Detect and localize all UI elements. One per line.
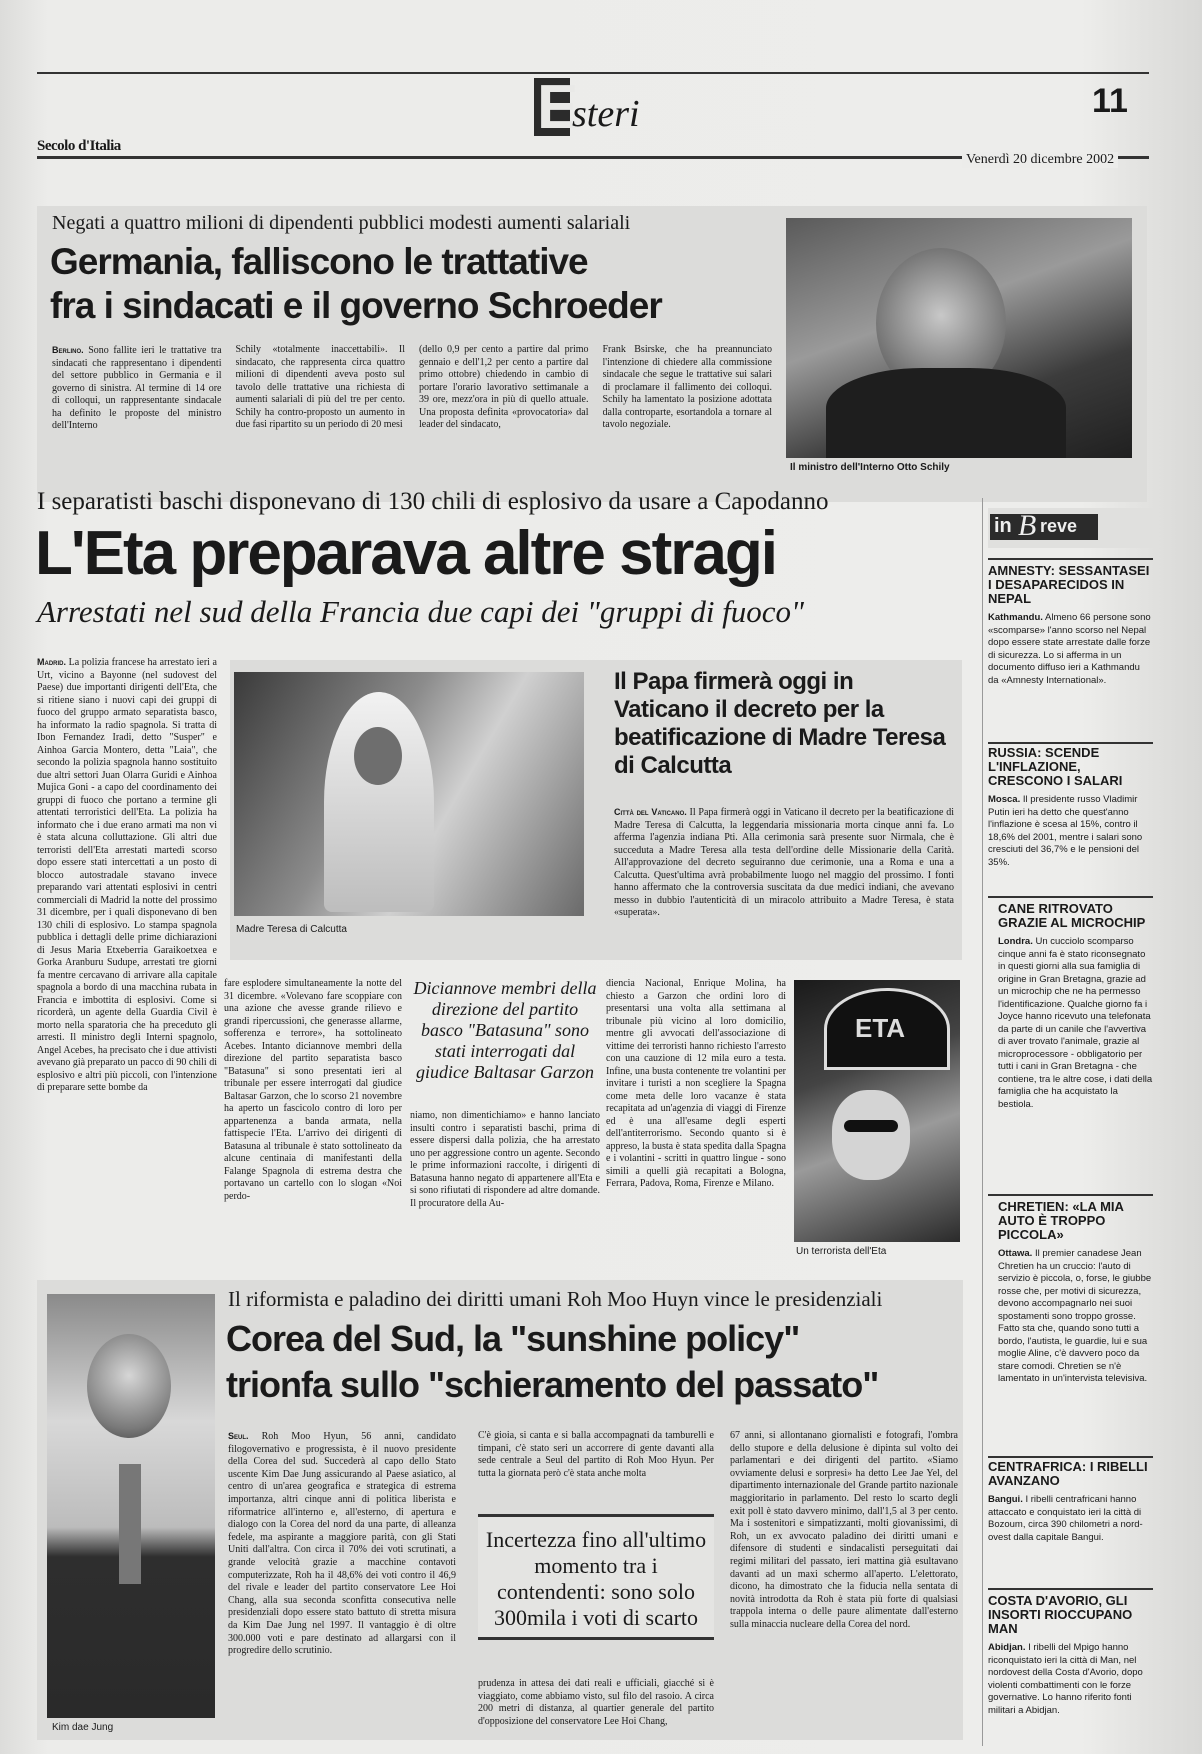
teresa-photo: [234, 672, 584, 916]
korea-dateline: Seul.: [228, 1431, 249, 1441]
eta-col-3: niamo, non dimentichiamo» e hanno lanciato insulti contro i separatisti baschi, prima di essere dispersi dalla polizia, che ha arrestato uno per aggressione contro un agente. Secondo le prime informazioni raccolte, i dirigenti di Batasuna hanno negato di appartenere all'Eta e si sono rifiutati di rispondere ad altre domande. Il procuratore della Au-: [410, 1110, 600, 1209]
brief-title: CHRETIEN: «LA MIA AUTO È TROPPO PICCOLA»: [998, 1200, 1124, 1242]
teresa-dateline: Città del Vaticano.: [614, 807, 687, 817]
brief-text: Un cucciolo scomparso cinque anni fa è stato riconsegnato in questi giorni alla sua famiglia di origine in Gran Bretagna, grazie ad un microchip che ne ha permesso l'identificazione. Qualche giorno fa i Joyce hanno ricevuto una telefonata da parte di un canile che l'avvertiva di aver trovato l'animale, grazie al microprocessore - obbligatorio per tutti i cani in Gran Bretagna - che contiene, tra le altre cose, i dati della famiglia che ha acquistato la bestiola.: [998, 936, 1153, 1110]
briefs-header-in: in: [994, 515, 1012, 537]
brief-separator: [988, 742, 1153, 744]
germany-col-4: Frank Bsirske, che ha preannunciato l'intenzione di chiedere alla commissione sindacale che segue le trattative sui salari di proclamare il fallimento dei colloqui. Schily ha lamentato la posizione adottata dalla controparte, esortandola a tornare al tavolo negoziale.: [602, 344, 772, 430]
brief-dateline: Kathmandu.: [988, 612, 1043, 623]
eta-poster-shape: [824, 988, 950, 1070]
korea-headline: [226, 1316, 961, 1408]
brief-dateline: Bangui.: [988, 1494, 1023, 1505]
top-rule: [37, 72, 1149, 74]
brief-dateline: Abidjan.: [988, 1642, 1026, 1653]
korea-headline-line1: Corea del Sud, la "sunshine policy": [226, 1318, 800, 1359]
eta-dateline: Madrid.: [37, 657, 66, 667]
terrorist-caption: Un terrorista dell'Eta: [796, 1246, 887, 1257]
brief-item: [988, 1460, 1153, 1586]
korea-col-2-top: C'è gioia, si canta e si balla accompagnati da tamburelli e timpani, c'è stato seri un accorrere di gente davanti alla sede centrale a Seul del partito di Roh Moo Hyun. Per tutta la giornata però c'è stata anche molta: [478, 1430, 714, 1479]
germany-headline-line2: fra i sindacati e il governo Schroeder: [50, 285, 662, 326]
brief-title: CENTRAFRICA: I RIBELLI AVANZANO: [988, 1460, 1148, 1488]
brief-item: [988, 1594, 1153, 1744]
brief-text: Il premier canadese Jean Chretien ha un cruccio: l'auto di servizio è piccola, o, forse, le giubbe rosse che, per motivi di sicurezza, devono accompagnarlo nei suoi spostamenti sono troppo grosse. Fatto sta che, quando sono tutti a bordo, l'autista, le guardie, lui e sua moglie Aline, c'è davvero poco da stare comodi. Chretien se n'è lamentato in un'intervista televisiva.: [998, 1248, 1152, 1384]
brief-title: AMNESTY: SESSANTASEI I DESAPARECIDOS IN NEPAL: [988, 564, 1150, 606]
germany-headline: [50, 240, 662, 328]
brief-dateline: Ottawa.: [998, 1248, 1033, 1259]
briefs-header-rest: reve: [1040, 516, 1078, 536]
schily-photo: [786, 218, 1132, 458]
brief-title: RUSSIA: SCENDE L'INFLAZIONE, CRESCONO I SALARI: [988, 746, 1123, 788]
eta-col1-text: La polizia francese ha arrestato ieri a Urt, vicino a Bayonne (nel sudovest del Paese) due importanti dirigenti dell'Eta, che si ritiene siano i nuovi capi dei gruppi di fuoco del gruppo armato separatista basco, ha informato la radio spagnola. Si tratta di Ibon Fernandez Iradi, detto "Susper" e Ainhoa Garcia Montero, detta "Laia", che secondo la polizia spagnola hanno sostituito due altri settori Juan Olarra Guridi e Ainhoa Mujica Goni - a capo del coordinamento dei gruppi di fuoco che portano a termine gli attentati terroristici dell'Eta. La polizia ha informato che i due erano armati ma non vi è stata alcuna colluttazione. Gli altri due terroristi dell'Eta arrestati martedì scorso dopo essere stati intercettati a un posto di blocco autostradale stavano invece preparando vari attentati esplosivi in centri commerciali di Madrid la notte del prossimo 31 dicembre, per i quali disponevano di ben 130 chili di esplosivo. Lo stampa spagnola pubblica i dettagli delle prime dichiarazioni di Jesus Maria Etxeberria Garaikoetxea e Gorka Aranburu Sudupe, arrestati tre giorni fa mentre cercavano di arrivare alla capitale spagnola a bordo di una macchina rubata in Francia e imbottita di esplosivi. Come si ricorderà, un agente della Guardia Civil è morto nella sparatoria che ha preceduto gli arresti. Il ministro degli Interni spagnolo, Angel Acebes, ha precisato che i due attivisti avevano già preparato un pacco di 90 chili di esplosivo e altri più piccoli, con l'intenzione di preparare sette bombe da: [37, 657, 217, 1093]
germany-dateline: Berlino.: [52, 345, 84, 355]
teresa-caption: Madre Teresa di Calcutta: [236, 924, 347, 935]
germany-headline-line1: Germania, falliscono le trattative: [50, 241, 588, 282]
eta-poster-text: ETA: [855, 1013, 906, 1043]
eta-pull-quote: Diciannove membri della direzione del partito basco "Batasuna" sono stati interrogati dal giudice Baltasar Garzon: [413, 978, 597, 1082]
eta-kicker: I separatisti baschi disponevano di 130 chili di esplosivo da usare a Capodanno: [37, 488, 829, 515]
brief-title: COSTA D'AVORIO, GLI INSORTI RIOCCUPANO MAN: [988, 1594, 1133, 1636]
kim-face-shape: [87, 1334, 171, 1438]
germany-col1-text: Sono fallite ieri le trattative tra sindacati che rappresentano i dipendenti del settore pubblico in Germania e il governo di sinistra. Al termine di 14 ore di colloqui, un rappresentante sindacale ha definito le proposte del ministro dell'Interno: [52, 345, 222, 431]
briefs-header-b: B: [1018, 509, 1037, 542]
brief-separator: [988, 558, 1153, 560]
brief-text: I ribelli del Mpigo hanno riconquistato ieri la città di Man, nel nordovest della Costa d'Avorio, dopo violenti combattimenti con le forze governative. Lo hanno riferito fonti militari a Abidjan.: [988, 1642, 1143, 1716]
eta-col-1: [37, 656, 217, 1258]
germany-body: [52, 344, 772, 482]
eta-headline: L'Eta preparava altre stragi: [35, 519, 776, 588]
kim-tie-shape: [119, 1464, 141, 1584]
kim-dae-jung-photo: [47, 1294, 215, 1718]
kim-caption: Kim dae Jung: [52, 1722, 114, 1733]
korea-col-3: 67 anni, si allontanano giornalisti e fotografi, l'ombra dello stupore e della delusione è dipinta sul volto dei parlamentari e dei dirigenti del partito. «Siamo ovviamente delusi e sorpresi» ha detto Lee Jae Yel, del dipartimento internazionale del Grande partito nazionale maggioritario in parlamento. Del resto lo scarto degli exit poll è stato davvero minimo, dall'1,5 al 3 per cento. Ma i sostenitori e simpatizzanti, molti giovanissimi, di Roh, un ex avvocato paladino dei diritti umani e difensore di studenti e sindacalisti perseguitati dai regimi militari del passato, ieri mattina già esultavano davanti ad un maxi schermo all'aperto. L'elettorato, dicono, ha dimostrato che la fiducia nella sentata di novità introdotta da Roh è stata più forte di qualsiasi trappola interna o delle paure alimentate dall'esterno sulla minaccia nucleare della Corea del nord.: [730, 1430, 958, 1630]
teresa-body: [614, 806, 954, 956]
brief-dateline: Mosca.: [988, 794, 1021, 805]
section-initial: E: [537, 73, 579, 142]
sunglasses-shape: [844, 1120, 898, 1132]
korea-headline-line2: trionfa sullo "schieramento del passato": [226, 1364, 879, 1405]
brief-item: [988, 564, 1153, 742]
paper-name: Secolo d'Italia: [37, 138, 121, 154]
brief-separator: [988, 1588, 1153, 1590]
page-number: 11: [1092, 82, 1128, 120]
issue-date: Venerdì 20 dicembre 2002: [962, 152, 1118, 168]
germany-col-2: Schily «totalmente inaccettabili». Il sindacato, che rappresenta circa quattro milioni di dipendenti aveva posto sul tavolo delle trattative una richiesta di aumenti salariali di più del tre per cento. Schily ha contro-proposto un aumento in due fasi ripartito su un periodo di 20 mesi: [235, 344, 405, 430]
germany-kicker: Negati a quattro milioni di dipendenti pubblici modesti aumenti salariali: [52, 212, 631, 234]
brief-separator: [988, 896, 1153, 898]
teresa-face-shape: [354, 727, 402, 785]
terrorist-photo: [794, 980, 960, 1242]
brief-separator: [988, 1456, 1153, 1458]
brief-item: [988, 1200, 1153, 1454]
brief-separator: [988, 1194, 1153, 1196]
germany-col-1: [52, 344, 222, 482]
brief-text: I ribelli centrafricani hanno attaccato e conquistato ieri la città di Bozoum, circa 390 chilometri a nord-ovest dalla capitale Bangui.: [988, 1494, 1143, 1543]
brief-dateline: Londra.: [998, 936, 1033, 947]
section-title: steri: [572, 93, 640, 135]
hooded-figure-shape: [832, 1090, 910, 1180]
portrait-suit-shape: [826, 368, 1066, 458]
korea-col-1: [228, 1430, 456, 1730]
korea-kicker: Il riformista e paladino dei diritti umani Roh Moo Huyn vince le presidenziali: [228, 1287, 883, 1311]
brief-item: [988, 746, 1153, 894]
korea-col1-text: Roh Moo Hyun, 56 anni, candidato filogovernativo e progressista, è il nuovo presidente della Corea del sud. Succederà al capo dello Stato uscente Kim Dae Jung assicurando al Paese asiatico, al centro di un'area geografica e strategica di estrema importanza, altri cinque anni di politica liberista e riformatrice all'interno e, all'esterno, di apertura e dialogo con la Corea del nord da una parte, di alleanza fedele, ma aspirante a maggiore parità, con gli Stati Uniti dall'altra. Con circa il 70% dei voti scrutinati, a grande velocità grazie a macchine contavoti computerizzate, Roh ha il 48,6% dei voti contro il 46,9 del rivale e leader del partito conservatore Lee Hoi Chang, alla sua seconda sconfitta consecutiva nelle presidenziali dopo essere stato battuto di stretta misura da Kim Dae Jung nel 1997. Il vantaggio è di oltre 300.000 voti e pare destinato ad allargarsi con il progredire dello scrutinio.: [228, 1431, 456, 1657]
section-initial-block: [534, 73, 579, 142]
teresa-body-text: Il Papa firmerà oggi in Vaticano il decreto per la beatificazione di Madre Teresa di Calcutta, la leggendaria missionaria morta cinque anni fa. Lo afferma l'agenzia indiana Pti. Alla cerimonia sarà presente suor Nirmala, che è succeduta a Madre Teresa alla testa dell'ordine delle Missionarie della Carità. All'approvazione del decreto seguiranno due cerimonie, una a Roma e una a Calcutta. Quest'ultima avrà probabilmente luogo nel maggio del prossimo. I fonti hanno affermato che la controversia suscitata da due medici indiani, che avevano messo in dubbio l'autenticità di un miracolo attribuito a Madre Teresa, è stata «superata».: [614, 807, 954, 918]
teresa-headline: Il Papa firmerà oggi in Vaticano il decreto per la beatificazione di Madre Teresa di Calcutta: [614, 668, 946, 779]
eta-col-4: diencia Nacional, Enrique Molina, ha chiesto a Garzon che ordini loro di presentarsi una volta alla settimana al tribunale più vicino al loro domicilio, mentre gli avvocati dell'associazione di vittime dei terroristi hanno richiesto l'arresto con una cauzione di 12 mila euro a testa. Infine, una busta contenente tre volantini per invitare i turisti a non scegliere la Spagna come meta delle loro vacanze è stata recapitata ad un'agenzia di viaggi di Firenze ed è una all'esame degli esperti dell'antiterrorismo. Secondo quanto si è appreso, la busta è stata spedita dalla Spagna e i volantini - scritti in quattro lingue - sono simili a quelli già recapitati a Bologna, Ferrara, Padova, Roma, Firenze e Milano.: [606, 978, 786, 1189]
teresa-veil-shape: [324, 692, 434, 912]
schily-caption: Il ministro dell'Interno Otto Schily: [790, 462, 950, 473]
korea-highlight-box: Incertezza fino all'ultimo momento tra i contendenti: sono solo 300mila i voti di scarto: [478, 1514, 714, 1640]
briefs-header: [988, 508, 1153, 548]
eta-subhead: Arrestati nel sud della Francia due capi dei "gruppi di fuoco": [37, 594, 805, 629]
brief-text: Almeno 66 persone sono «scomparse» l'anno scorso nel Nepal dopo essere state arrestate dalle forze di sicurezza. Lo si afferma in un documento diffuso ieri a Kathmandu da «Amnesty International».: [988, 612, 1151, 686]
brief-title: CANE RITROVATO GRAZIE AL MICROCHIP: [998, 902, 1146, 930]
germany-col-3: (dello 0,9 per cento a partire dal primo gennaio e dell'1,2 per cento a partire dal primo ottobre) chiedendo in cambio di portare l'orario lavorativo settimanale a 39 ore, mezz'ora in più di quello attuale. Una proposta definita «provocatoria» dal leader del sindacato,: [419, 344, 589, 430]
brief-item: [988, 902, 1153, 1192]
korea-col-2-bottom: prudenza in attesa dei dati reali e ufficiali, giacché si è viaggiato, come abbiamo visto, sul filo del rasoio. A circa 200 metri di distanza, al quartier generale del partito d'opposizione del conservatore Lee Hoi Chang,: [478, 1678, 714, 1727]
brief-text: Il presidente russo Vladimir Putin ieri ha detto che quest'anno l'inflazione è scesa al 15%, contro il 18,6% del 2001, mentre i salari sono cresciuti del 36,7% e le pensioni del 35%.: [988, 794, 1143, 868]
eta-col-2: fare esplodere simultaneamente la notte del 31 dicembre. «Volevano fare scoppiare con una azione che avesse grande rilievo e grandi ripercussioni, che generasse allarme, sofferenza e terrore», ha sottolineato Acebes. Intanto diciannove membri della direzione del partito separatista basco "Batasuna" si sono presentati ieri al tribunale per essere interrogati dal giudice Baltasar Garzon, che lo scorso 21 novembre ha aperto un fascicolo contro di loro per appartenenza a banda armata, nella fattispecie l'Eta. L'arrivo dei dirigenti di Batasuna al tribunale è stato sottolineato da alcune centinaia di manifestanti della Falange Spagnola di estrema destra che portavano un cartello con lo slogan «Noi perdo-: [224, 978, 402, 1202]
